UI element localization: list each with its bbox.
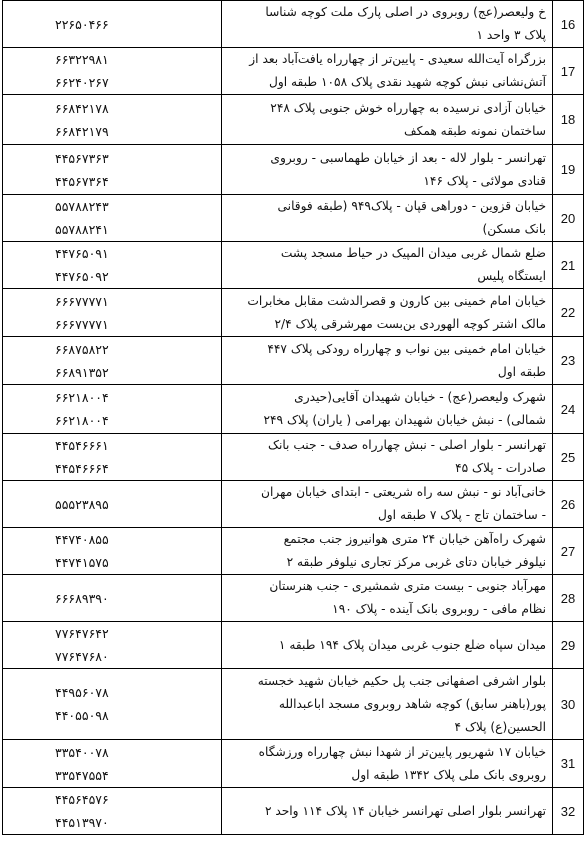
address-line: بانک مسکن)	[482, 222, 546, 236]
address-line: نظام مافی - روبروی بانک آینده - پلاک ۱۹۰	[332, 602, 546, 616]
phone-number: ۴۴۵۴۶۶۶۱	[55, 438, 109, 453]
table-row	[3, 669, 584, 740]
address-cell	[222, 740, 553, 788]
table-row	[3, 95, 584, 145]
address-line: روبروی بانک ملی پلاک ۱۳۴۲ طبقه اول	[351, 767, 546, 782]
address-line: آتش‌نشانی نبش کوچه شهید نقدی پلاک ۱۰۵۸ طبقه اول	[269, 75, 546, 89]
row-number: 19	[553, 145, 584, 195]
address-line: - ساختمان تاج - پلاک ۷ طبقه اول	[377, 508, 546, 522]
address-cell	[222, 289, 553, 337]
row-number: 23	[553, 337, 584, 385]
phone-cell	[3, 48, 222, 95]
row-number: 29	[553, 622, 584, 669]
phone-number: ۶۶۸۴۲۱۷۸	[55, 100, 109, 116]
address-cell	[222, 337, 553, 385]
address-line: پلاک ۳ واحد ۱	[476, 28, 546, 42]
address-line: ایستگاه پلیس	[477, 269, 546, 283]
phone-number: ۶۶۲۱۸۰۰۴	[55, 413, 109, 428]
table-row	[3, 242, 584, 289]
phone-number: ۵۵۵۲۳۸۹۵	[55, 496, 109, 512]
row-number: 22	[553, 289, 584, 337]
phone-number: ۴۴۷۶۵۰۹۱	[55, 246, 109, 261]
row-number: 17	[553, 48, 584, 95]
address-line: صادرات - پلاک ۴۵	[455, 461, 546, 475]
table-row	[3, 622, 584, 669]
phone-cell	[3, 669, 222, 740]
phone-cell	[3, 622, 222, 669]
phone-cell	[3, 481, 222, 528]
phone-number: ۴۴۷۴۰۸۵۵	[55, 532, 109, 547]
phone-number: ۴۴۵۶۷۳۶۴	[55, 173, 109, 189]
row-number: 32	[553, 788, 584, 835]
phone-number: ۴۴۵۴۶۶۶۴	[55, 461, 109, 476]
phone-cell	[3, 434, 222, 481]
address-line: ساختمان نمونه طبقه همکف	[403, 123, 546, 138]
address-line: خانی‌آباد نو - نبش سه راه شریعتی - ابتدای خیابان مهران	[261, 485, 546, 499]
table-row	[3, 289, 584, 337]
address-line: پور(باهنر سابق) کوچه شاهد روبروی مسجد اباعبدالله	[278, 696, 546, 711]
phone-number: ۴۴۷۴۱۵۷۵	[55, 555, 109, 570]
table-row	[3, 434, 584, 481]
address-cell	[222, 242, 553, 289]
table-row	[3, 337, 584, 385]
address-line: خ ولیعصر(عج) روبروی در اصلی پارک ملت کوچه شناسا	[265, 5, 546, 19]
address-line: میدان سپاه ضلع جنوب غربی میدان پلاک ۱۹۴ طبقه ۱	[278, 637, 546, 652]
row-number: 30	[553, 669, 584, 740]
address-line: طبقه اول	[497, 364, 546, 379]
phone-cell	[3, 1, 222, 48]
row-number: 31	[553, 740, 584, 788]
address-line: بلوار اشرفی اصفهانی جنب پل حکیم خیابان شهید خجسته	[257, 673, 546, 688]
row-number: 16	[553, 1, 584, 48]
address-line: شمالی) - نبش خیابان شهیدان بهرامی ( یاران) پلاک ۲۴۹	[263, 413, 546, 427]
phone-number: ۴۴۵۶۷۳۶۳	[55, 150, 109, 166]
address-line: شهرک راه‌آهن خیابان ۲۴ متری هوانیروز جنب مجتمع	[283, 532, 546, 546]
row-number: 25	[553, 434, 584, 481]
phone-cell	[3, 788, 222, 835]
phone-number: ۳۳۵۴۷۵۵۴	[55, 767, 109, 783]
address-line: نیلوفر خیابان دتای غربی مرکز تجاری نیلوفر طبقه ۲	[286, 555, 546, 569]
address-line: قنادی مولائی - پلاک ۱۴۶	[423, 173, 546, 188]
address-cell	[222, 48, 553, 95]
table-row	[3, 385, 584, 434]
phone-cell	[3, 242, 222, 289]
row-number: 20	[553, 195, 584, 242]
address-cell	[222, 95, 553, 145]
table-row	[3, 528, 584, 575]
address-line: خیابان آزادی نرسیده به چهارراه خوش جنوبی پلاک ۲۴۸	[270, 100, 546, 115]
phone-cell	[3, 337, 222, 385]
phone-number: ۶۶۶۷۷۷۷۱	[55, 293, 109, 309]
phone-cell	[3, 575, 222, 622]
address-line: ضلع شمال غربی میدان المپیک در حیاط مسجد پشت	[280, 246, 546, 260]
phone-number: ۳۳۵۴۰۰۷۸	[55, 744, 109, 760]
address-cell	[222, 528, 553, 575]
phone-number: ۶۶۶۸۹۳۹۰	[55, 590, 109, 606]
address-line: مالک اشتر کوچه الهوردی بن‌بست مهرشرقی پلاک ۲/۴	[274, 316, 546, 331]
phone-number: ۲۲۶۵۰۴۶۶	[55, 16, 109, 32]
address-line: تهرانسر بلوار اصلی تهرانسر خیابان ۱۴ پلاک ۱۱۴ واحد ۲	[264, 803, 546, 818]
phone-number: ۶۶۳۲۲۹۸۱	[55, 52, 109, 67]
table-row	[3, 145, 584, 195]
phone-cell	[3, 195, 222, 242]
phone-number: ۶۶۶۷۷۷۷۱	[55, 316, 109, 332]
table-row	[3, 195, 584, 242]
address-cell	[222, 1, 553, 48]
table-row	[3, 48, 584, 95]
phone-number: ۶۶۸۴۲۱۷۹	[55, 123, 109, 139]
phone-number: ۷۷۶۴۷۶۸۰	[55, 649, 109, 664]
address-line: خیابان امام خمینی بین کارون و قصرالدشت مقابل مخابرات	[247, 293, 546, 308]
phone-number: ۶۶۲۴۰۲۶۷	[55, 75, 109, 90]
table-row	[3, 788, 584, 835]
phone-number: ۷۷۶۴۷۶۴۲	[55, 626, 109, 641]
address-line: خیابان قزوین - دوراهی قپان - پلاک۹۴۹ (طبقه فوقانی	[277, 199, 546, 213]
address-cell	[222, 145, 553, 195]
row-number: 27	[553, 528, 584, 575]
row-number: 21	[553, 242, 584, 289]
table-row	[3, 481, 584, 528]
address-line: تهرانسر - بلوار لاله - بعد از خیابان طهماسبی - روبروی	[270, 150, 546, 165]
address-line: مهرآباد جنوبی - بیست متری شمشیری - جنب هنرستان	[269, 579, 546, 593]
row-number: 18	[553, 95, 584, 145]
phone-number: ۴۴۷۶۵۰۹۲	[55, 269, 109, 284]
phone-cell	[3, 740, 222, 788]
phone-number: ۴۴۵۱۳۹۷۰	[55, 815, 109, 830]
address-cell	[222, 622, 553, 669]
address-line: شهرک ولیعصر(عج) - خیابان شهیدان آقایی(حیدری	[294, 390, 546, 404]
phone-number: ۴۴۵۶۴۵۷۶	[55, 792, 109, 807]
phone-number: ۴۴۹۵۶۰۷۸	[55, 685, 109, 700]
address-line: خیابان ۱۷ شهریور پایین‌تر از شهدا نبش چهارراه ورزشگاه	[258, 744, 546, 759]
phone-cell	[3, 289, 222, 337]
table-row	[3, 575, 584, 622]
table-row	[3, 1, 584, 48]
phone-number: ۴۴۰۵۵۰۹۸	[55, 708, 109, 723]
phone-cell	[3, 528, 222, 575]
address-cell	[222, 385, 553, 434]
address-cell	[222, 788, 553, 835]
row-number: 24	[553, 385, 584, 434]
address-cell	[222, 434, 553, 481]
address-cell	[222, 481, 553, 528]
row-number: 26	[553, 481, 584, 528]
phone-number: ۵۵۷۸۸۲۴۱	[55, 222, 109, 237]
address-line: الحسین(ع) پلاک ۴	[454, 719, 546, 734]
phone-cell	[3, 385, 222, 434]
address-cell	[222, 575, 553, 622]
phone-number: ۶۶۲۱۸۰۰۴	[55, 390, 109, 405]
phone-number: ۵۵۷۸۸۲۴۳	[55, 199, 109, 214]
address-cell	[222, 669, 553, 740]
address-line: تهرانسر - بلوار اصلی - نبش چهارراه صدف - جنب بانک	[268, 438, 546, 452]
phone-cell	[3, 145, 222, 195]
address-cell	[222, 195, 553, 242]
phone-cell	[3, 95, 222, 145]
row-number: 28	[553, 575, 584, 622]
table-row	[3, 740, 584, 788]
branch-address-table	[2, 0, 584, 835]
phone-number: ۶۶۸۷۵۸۲۲	[55, 341, 109, 357]
phone-number: ۶۶۸۹۱۳۵۲	[55, 364, 109, 380]
address-line: بزرگراه آیت‌الله سعیدی - پایین‌تر از چهارراه یافت‌آباد بعد از	[249, 52, 546, 66]
address-line: خیابان امام خمینی بین نواب و چهارراه رودکی پلاک ۴۴۷	[267, 341, 546, 356]
table-body	[3, 1, 584, 835]
